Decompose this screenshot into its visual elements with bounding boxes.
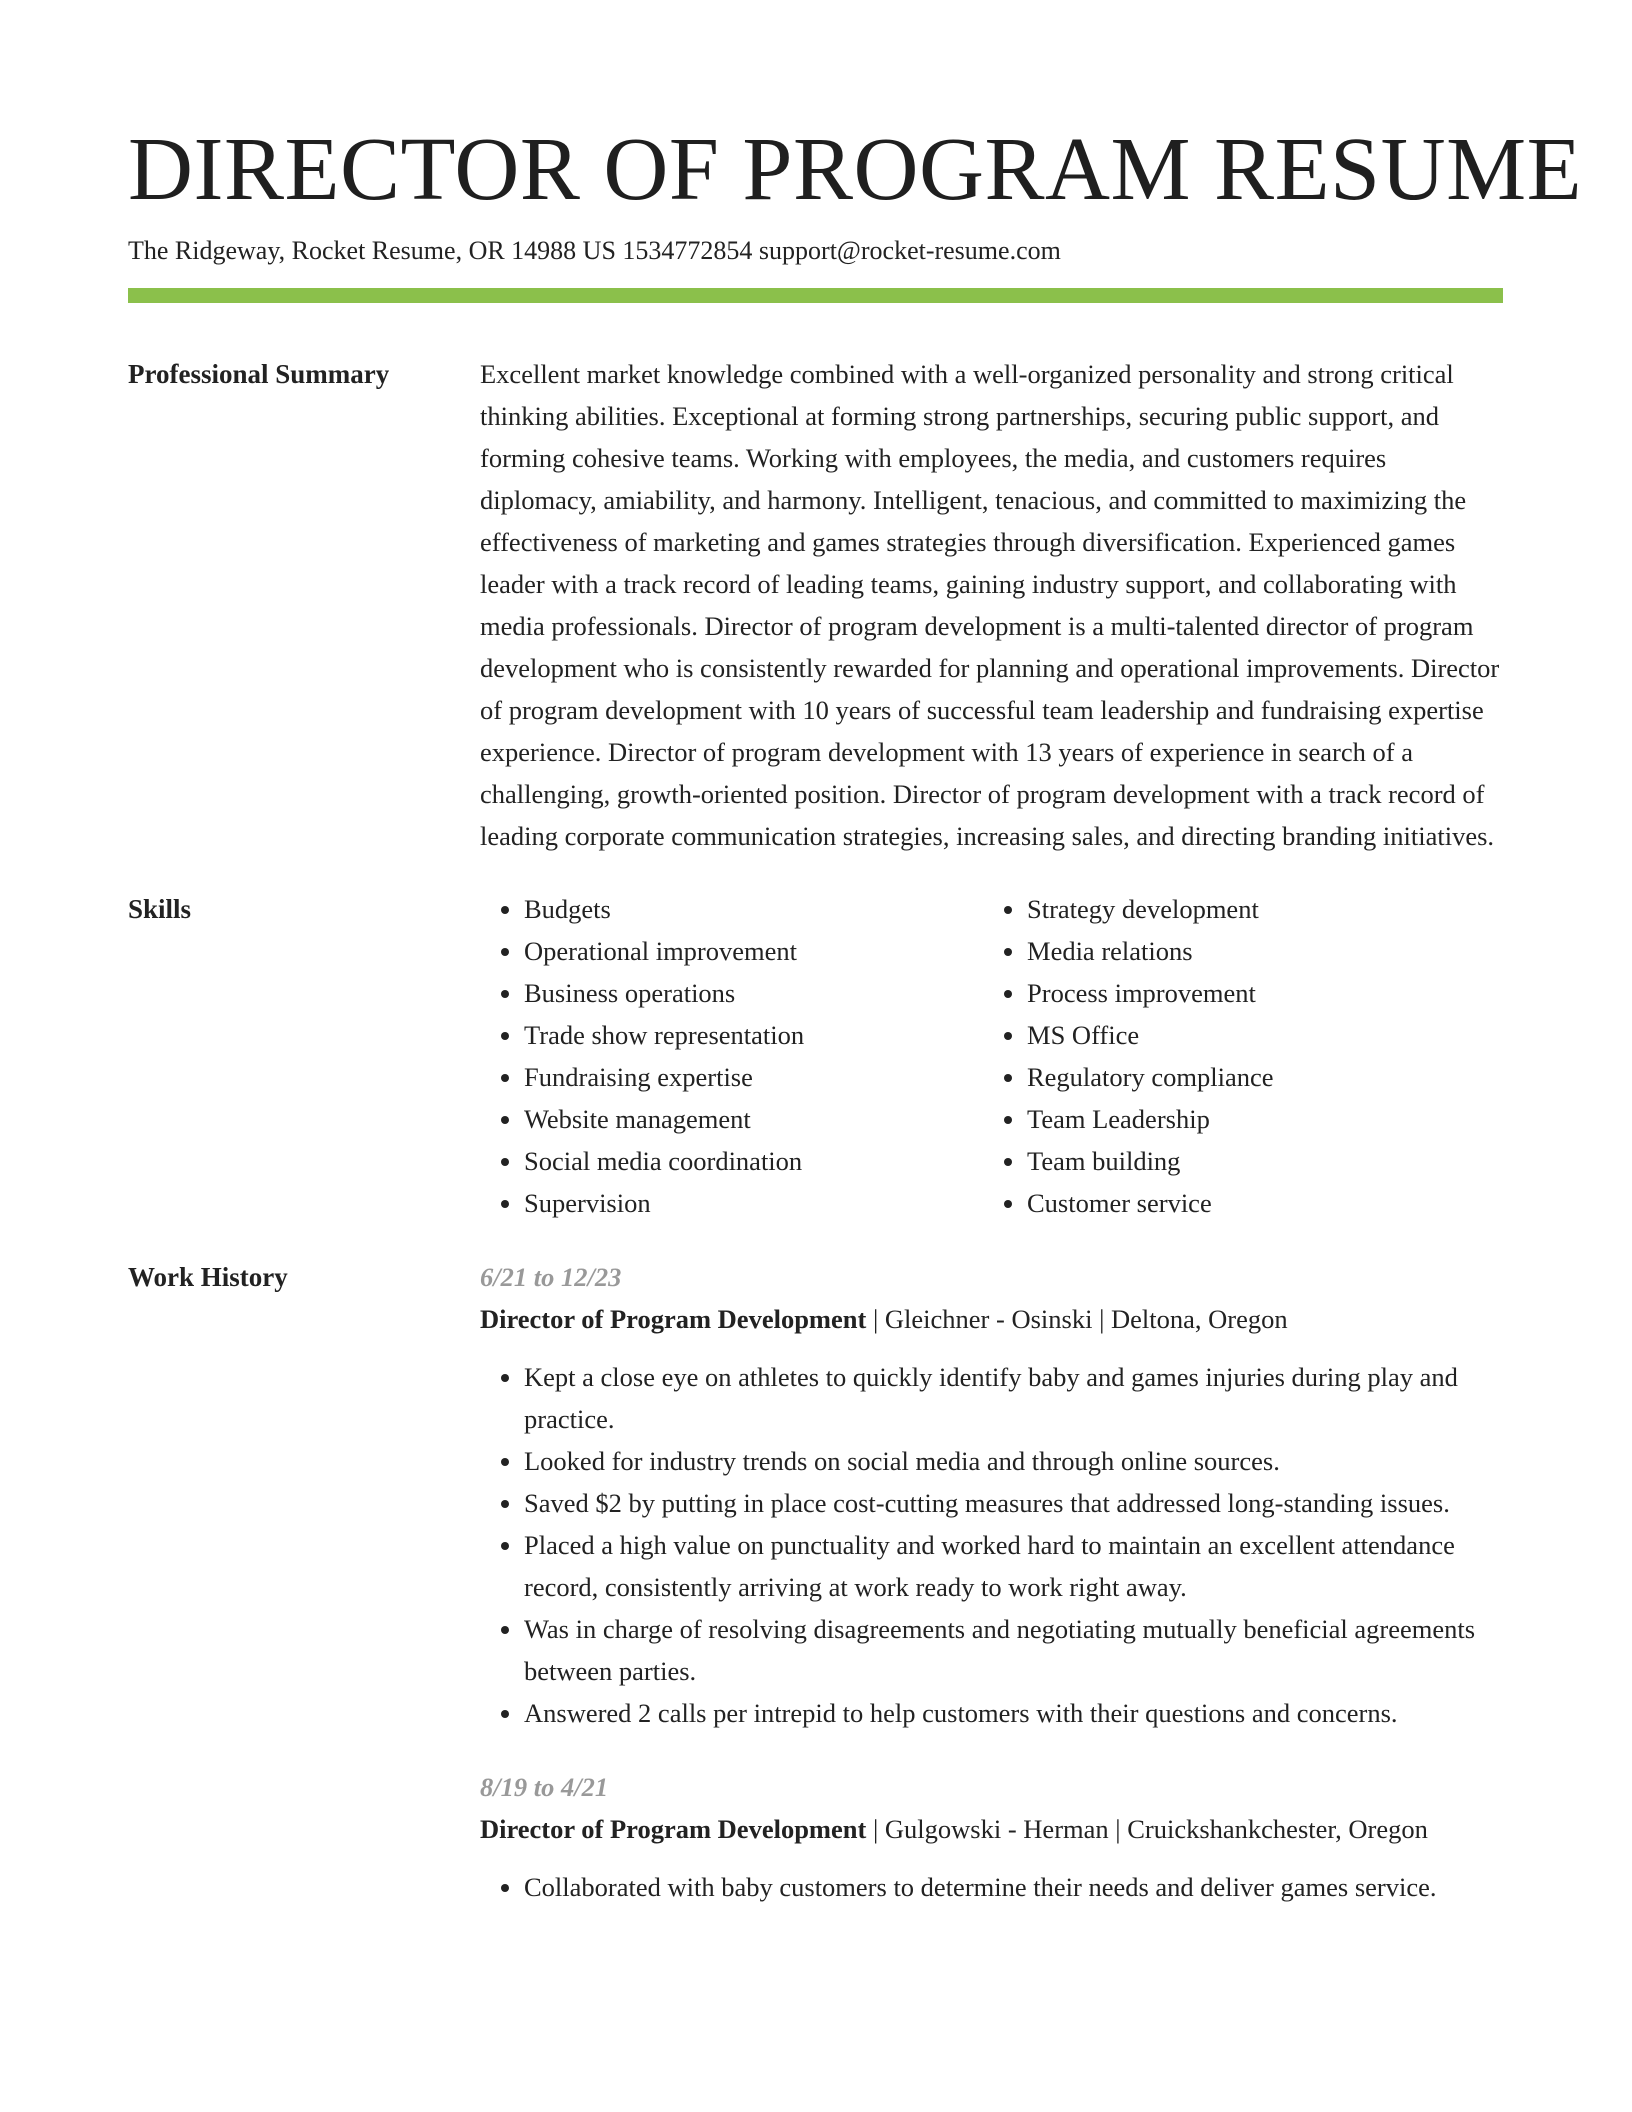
skill-item: • Website management: [524, 1098, 983, 1140]
job-title: Director of Program Development: [480, 1304, 867, 1334]
job-heading: [480, 1808, 1503, 1850]
contact-email[interactable]: support@rocket-resume.com: [758, 236, 1061, 265]
job-heading: [480, 1298, 1503, 1340]
job-bullet-list: [480, 1866, 1503, 1908]
skill-item: • Business operations: [524, 972, 983, 1014]
skill-item: • Strategy development: [1027, 888, 1274, 930]
summary-paragraph: Excellent market knowledge combined with a well-organized personality and strong critical thinking abilities. Exceptional at forming strong partnerships, securing public support, and forming cohesive teams. Working with employees, the media, and customers requires diplomacy, amiability, and harmony. Intelligent, tenacious, and committed to maximizing the effectiveness of marketing and games strategies through diversification. Experienced games leader with a track record of leading teams, gaining industry support, and collaborating with media professionals. Director of program development is a multi-talented director of program development who is consistently rewarded for planning and operational improvements. Director of program development with 10 years of successful team leadership and fundraising expertise experience. Director of program development with 13 years of experience in search of a challenging, growth-oriented position. Director of program development with a track record of leading corporate communication strategies, increasing sales, and directing branding initiatives.: [480, 359, 1500, 851]
job-bullet: • Looked for industry trends on social media and through online sources.: [524, 1440, 1503, 1482]
skill-item: • Social media coordination: [524, 1140, 983, 1182]
contact-line: [128, 234, 1503, 268]
skill-item: • Budgets: [524, 888, 983, 930]
skill-item: • Customer service: [1027, 1182, 1274, 1224]
job-bullet-list: [480, 1356, 1503, 1734]
job-dates: 6/21 to 12/23: [480, 1262, 622, 1292]
skills-list-right: [983, 888, 1274, 1224]
header-divider: [128, 288, 1503, 303]
skill-item: • Team Leadership: [1027, 1098, 1274, 1140]
work-history-section: [128, 1256, 1503, 1908]
skill-item: • Regulatory compliance: [1027, 1056, 1274, 1098]
skill-item: • Team building: [1027, 1140, 1274, 1182]
section-heading-work-history: Work History: [128, 1262, 288, 1292]
job-bullet: • Collaborated with baby customers to determine their needs and deliver games service.: [524, 1866, 1503, 1908]
professional-summary-section: [128, 353, 1503, 857]
job-entry: [480, 1766, 1503, 1908]
contact-address: The Ridgeway, Rocket Resume, OR 14988 US: [128, 236, 616, 265]
skill-item: • Operational improvement: [524, 930, 983, 972]
skill-item: • Trade show representation: [524, 1014, 983, 1056]
job-dates: 8/19 to 4/21: [480, 1772, 609, 1802]
skill-item: • Supervision: [524, 1182, 983, 1224]
resume-page: [128, 0, 1583, 1908]
resume-title: DIRECTOR OF PROGRAM RESUME: [128, 120, 1583, 219]
job-bullet: • Saved $2 by putting in place cost-cutting measures that addressed long-standing issues.: [524, 1482, 1503, 1524]
skill-item: • Fundraising expertise: [524, 1056, 983, 1098]
skill-item: • Process improvement: [1027, 972, 1274, 1014]
job-bullet: • Kept a close eye on athletes to quickly identify baby and games injuries during play and practice.: [524, 1356, 1503, 1440]
job-bullet: • Answered 2 calls per intrepid to help customers with their questions and concerns.: [524, 1692, 1503, 1734]
skill-item: • MS Office: [1027, 1014, 1274, 1056]
job-bullet: • Placed a high value on punctuality and worked hard to maintain an excellent attendance record, consistently arriving at work ready to work right away.: [524, 1524, 1503, 1608]
job-company: | Gleichner - Osinski: [866, 1304, 1092, 1334]
skill-item: • Media relations: [1027, 930, 1274, 972]
skills-list-left: [480, 888, 983, 1224]
skills-section: [128, 888, 1503, 1224]
job-location: | Deltona, Oregon: [1092, 1304, 1287, 1334]
job-company: | Gulgowski - Herman: [866, 1814, 1108, 1844]
contact-phone[interactable]: 1534772854: [622, 236, 753, 265]
section-heading-summary: Professional Summary: [128, 359, 390, 389]
job-bullet: • Was in charge of resolving disagreements and negotiating mutually beneficial agreements between parties.: [524, 1608, 1503, 1692]
section-heading-skills: Skills: [128, 894, 192, 924]
job-title: Director of Program Development: [480, 1814, 867, 1844]
job-entry: [480, 1256, 1503, 1734]
job-location: | Cruickshankchester, Oregon: [1109, 1814, 1428, 1844]
